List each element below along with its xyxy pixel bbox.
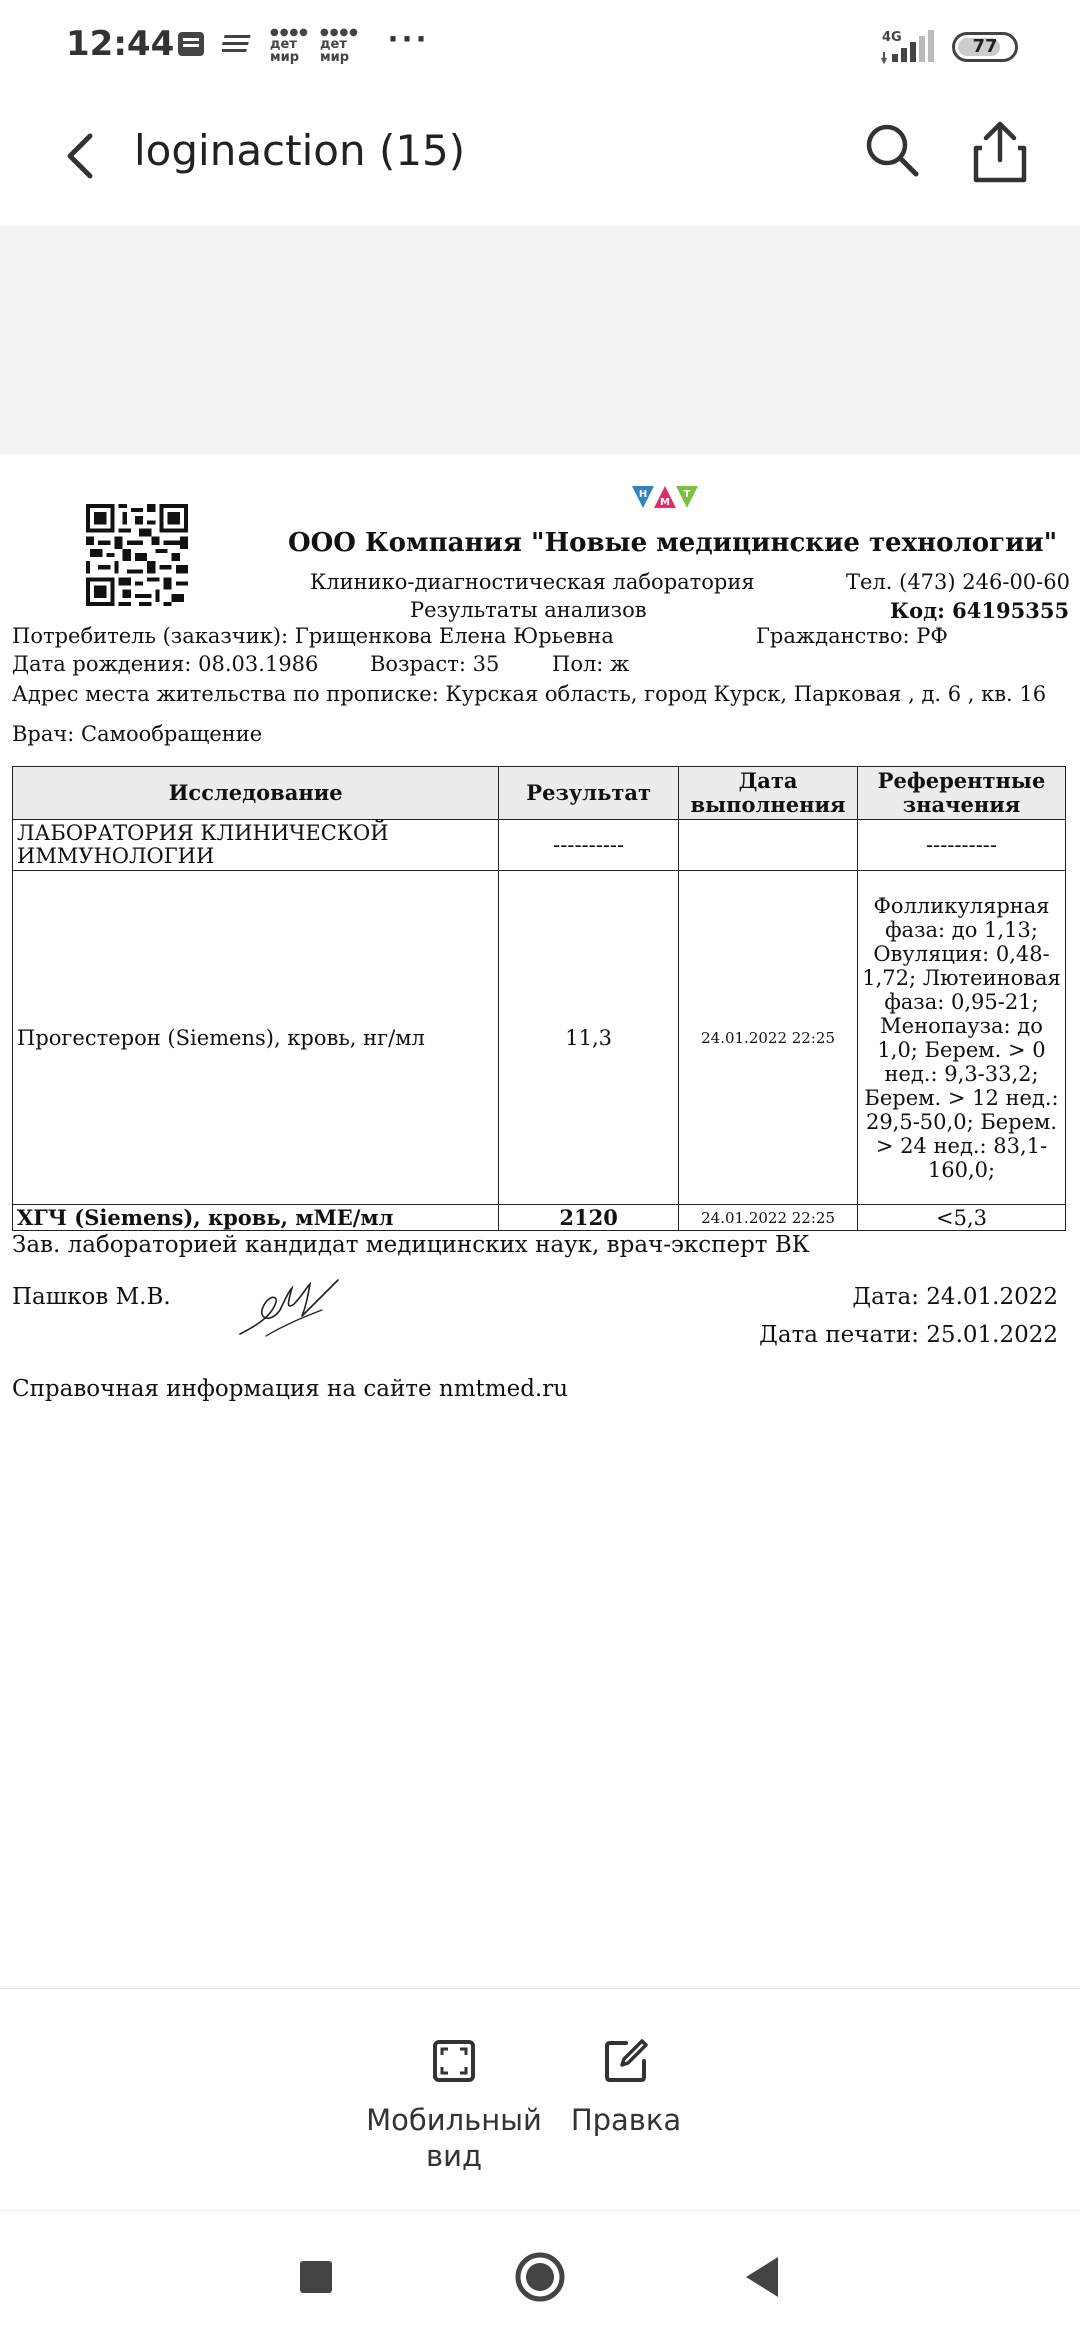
mobile-view-button[interactable] (354, 2037, 554, 2174)
doctor: Врач: Самообращение (12, 722, 263, 746)
document-top-margin (0, 226, 1080, 454)
lab-phone: Тел. (473) 246-00-60 (846, 570, 1070, 594)
test-result: 2120 (499, 1205, 679, 1231)
section-date (679, 820, 858, 871)
share-icon[interactable] (970, 116, 1030, 186)
fullscreen-icon (430, 2037, 478, 2085)
svg-text:М: М (660, 497, 670, 508)
company-name: ООО Компания "Новые медицинские технологии" (288, 528, 1058, 558)
edit-label: Правка (570, 2103, 682, 2137)
test-date: 24.01.2022 22:25 (679, 871, 858, 1205)
more-notifications-icon: ··· (388, 18, 430, 59)
svg-text:Т: Т (683, 489, 691, 500)
print-date: Дата печати: 25.01.2022 (759, 1322, 1058, 1348)
results-table (12, 766, 1066, 1231)
table-row (13, 871, 1066, 1205)
table-section-row (13, 820, 1066, 871)
back-icon[interactable] (742, 2255, 782, 2299)
detmir-notification-icon: ●●●● дет мир (320, 27, 359, 65)
citizenship: Гражданство: РФ (756, 624, 948, 648)
table-header-row (13, 767, 1066, 820)
patient-name: Потребитель (заказчик): Грищенкова Елена Юрьевна (12, 624, 614, 648)
table-row (13, 1205, 1066, 1231)
column-header: Дата выполнения (679, 767, 858, 820)
recent-apps-icon[interactable] (298, 2259, 334, 2295)
head-of-lab: Зав. лабораторией кандидат медицинских наук, врач-эксперт ВК (12, 1232, 810, 1258)
test-name: Прогестерон (Siemens), кровь, нг/мл (13, 871, 499, 1205)
patient-age: Возраст: 35 (370, 652, 500, 676)
document-title: loginaction (15) (134, 126, 466, 175)
reference-info: Справочная информация на сайте nmtmed.ru (12, 1376, 569, 1402)
test-result: 11,3 (499, 871, 679, 1205)
bottom-toolbar (0, 1988, 1080, 2211)
battery-level: 77 (972, 36, 998, 57)
results-title: Результаты анализов (410, 598, 647, 622)
qr-code-icon (86, 504, 188, 606)
navigation-bar (0, 2210, 1080, 2341)
section-result: ---------- (499, 820, 679, 871)
test-reference: <5,3 (858, 1205, 1066, 1231)
lab-name: Клинико-диагностическая лаборатория (310, 570, 755, 594)
lines-notification-icon (222, 30, 254, 58)
message-notification-icon (176, 30, 206, 58)
order-code: Код: 64195355 (890, 598, 1070, 623)
search-icon[interactable] (862, 120, 922, 180)
battery-indicator (952, 32, 1018, 62)
document-page[interactable] (0, 454, 1080, 1984)
home-icon[interactable] (514, 2251, 566, 2303)
status-bar (0, 0, 1080, 96)
app-bar (0, 96, 1080, 226)
detmir-notification-icon: ●●●● дет мир (270, 27, 309, 65)
edit-icon (602, 2037, 650, 2085)
column-header: Исследование (13, 767, 499, 820)
patient-address: Адрес места жительства по прописке: Курская область, город Курск, Парковая , д. 6 , кв. 16 (12, 682, 1047, 706)
patient-sex: Пол: ж (552, 652, 630, 676)
signal-icon (880, 28, 936, 64)
column-header: Результат (499, 767, 679, 820)
nmt-logo (632, 484, 698, 510)
signer-name: Пашков М.В. (12, 1284, 171, 1310)
test-reference: Фолликулярная фаза: до 1,13; Овуляция: 0,48-1,72; Лютеиновая фаза: 0,95-21; Менопауза: до 1,0; Берем. > 0 нед.: 9,3-33,2; Берем. > 12 нед.: 29,5-50,0; Берем. > 24 нед.: 83,1-160,0; (858, 871, 1066, 1205)
edit-button[interactable] (566, 2037, 686, 2138)
status-time: 12:44 (66, 24, 175, 64)
section-name: ЛАБОРАТОРИЯ КЛИНИЧЕСКОЙ ИММУНОЛОГИИ (13, 820, 499, 871)
svg-text:Н: Н (638, 489, 648, 500)
section-ref: ---------- (858, 820, 1066, 871)
test-date: 24.01.2022 22:25 (679, 1205, 858, 1231)
mobile-view-label: Мобильный вид (366, 2103, 542, 2173)
report-date: Дата: 24.01.2022 (852, 1284, 1058, 1310)
date-of-birth: Дата рождения: 08.03.1986 (12, 652, 319, 676)
back-arrow-icon[interactable] (56, 122, 112, 190)
signature-icon (236, 1276, 340, 1340)
test-name: ХГЧ (Siemens), кровь, мМЕ/мл (13, 1205, 499, 1231)
column-header: Референтные значения (858, 767, 1066, 820)
network-type: 4G (882, 30, 902, 45)
